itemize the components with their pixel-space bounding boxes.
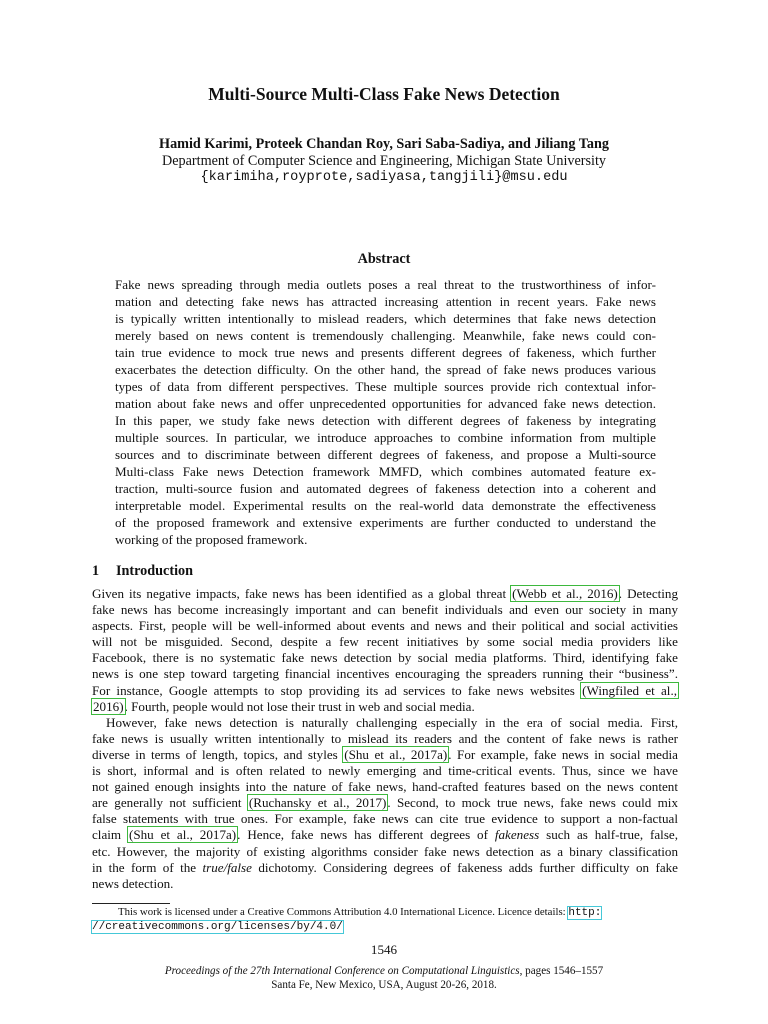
abstract-line: tain true evidence to mock true news and presents different degrees of fakeness, which further [115, 345, 656, 360]
section-number: 1 [92, 563, 100, 579]
text-run: . For example, fake news in social media [448, 746, 678, 762]
body-line: etc. However, the majority of existing algorithms consider fake news detection as a binary classification [92, 843, 678, 859]
license-url-link[interactable]: //creativecommons.org/licenses/by/4.0/ [92, 920, 343, 933]
body-line: news is one step toward targeting financial incentives encouraging the spreaders running their “business”. [92, 666, 678, 682]
body-line [92, 586, 678, 602]
abstract-line: exacerbates the detection difficulty. On the other hand, the spread of fake news produces various [115, 362, 656, 377]
body-line [92, 699, 678, 715]
text-run: in the form of the [92, 859, 203, 875]
abstract-line: working of the proposed framework. [115, 532, 308, 547]
abstract-line: merely based on news content is tremendously challenging. Meanwhile, fake news could con- [115, 328, 656, 343]
body-line [92, 860, 678, 876]
citation-link[interactable]: 2016) [93, 698, 124, 714]
text-run: For instance, Google attempts to stop providing its ad services to fake news websites [92, 682, 582, 698]
body-line [92, 747, 678, 763]
abstract-heading: Abstract [357, 251, 411, 267]
text-run: Given its negative impacts, fake news has been identified as a global threat [92, 586, 512, 601]
text-run: such as half-true, false, [539, 827, 678, 843]
abstract-line: of the proposed framework and extensive experiments are further conducted to understand the [115, 515, 656, 530]
body-line: not gained enough insights into the nature of fake news, hand-crafted features based on the news content [92, 779, 678, 795]
section-heading [92, 563, 193, 580]
abstract-line: sources and to discriminate between different degrees of fakeness, and propose a Multi-source [115, 447, 656, 462]
author-list: Hamid Karimi, Proteek Chandan Roy, Sari Saba-Sadiya, and Jiliang Tang [159, 136, 609, 152]
abstract-line: interpretable model. Experimental results on the real-world data demonstrate the effectiveness [115, 498, 656, 513]
footnote-line [92, 906, 678, 920]
body-line: fake news has become increasingly important and can benefit individuals and even our society in many [92, 602, 678, 618]
body-line: fake news is usually written intentionally to mislead its readers and the content of fake news is rather [92, 730, 678, 746]
introduction-body [92, 586, 678, 892]
footnote-text: This work is licensed under a Creative Commons Attribution 4.0 International Licence. Licence details: [118, 906, 569, 918]
text-run: . Detecting [618, 586, 678, 601]
text-run: are generally not sufficient [92, 795, 248, 811]
emphasis-text: fakeness [494, 827, 540, 843]
citation-link[interactable]: (Shu et al., 2017a) [128, 827, 237, 843]
affiliation: Department of Computer Science and Engineering, Michigan State University [161, 153, 607, 169]
body-line [92, 827, 678, 843]
body-line [92, 683, 678, 699]
conference-location: Santa Fe, New Mexico, USA, August 20-26, 2018. [271, 979, 497, 991]
abstract-line: mation about fake news and offer unprecedented opportunities for advanced fake news detection. [115, 396, 656, 411]
body-line: aspects. First, people will be well-informed about events and news and their political and social activities [92, 618, 678, 634]
citation-link[interactable]: (Wingfiled et al., [582, 682, 677, 698]
citation-link[interactable]: (Ruchansky et al., 2017) [248, 795, 387, 811]
page-range: , pages 1546–1557 [519, 965, 604, 977]
text-run: . Hence, fake news has different degrees of [237, 827, 495, 843]
license-footnote [92, 906, 678, 933]
text-run: claim [92, 827, 128, 843]
paper-title: Multi-Source Multi-Class Fake News Detection [208, 84, 560, 104]
body-line [92, 795, 678, 811]
body-line: will not be misguided. Second, despite a few recent initiatives by some social media providers like [92, 634, 678, 650]
body-line: false statements with true ones. For example, fake news can cite true evidence to support a non-factual [92, 811, 678, 827]
author-emails: {karimiha,royprote,sadiyasa,tangjili}@msu.edu [200, 170, 568, 185]
text-run: dichotomy. Considering degrees of fakeness adds further difficulty on fake [251, 859, 678, 875]
page-number: 1546 [370, 942, 398, 957]
license-url-link[interactable]: http: [568, 907, 602, 919]
text-run: . Second, to mock true news, fake news could mix [387, 795, 678, 811]
abstract-line: In this paper, we study fake news detection with different degrees of fakeness by integrating [115, 413, 656, 428]
citation-link[interactable]: (Shu et al., 2017a) [344, 746, 448, 762]
abstract-line: multiple sources. In particular, we introduce approaches to combine information from multiple [115, 430, 656, 445]
body-line: However, fake news detection is naturally challenging especially in the era of social media. First, [106, 714, 678, 730]
body-line: is short, informal and is often related to newly emerging and time-critical events. Thus, since we have [92, 763, 678, 779]
text-run: . Fourth, people would not lose their trust in web and social media. [124, 698, 475, 714]
body-line: Facebook, there is no systematic fake news detection by social media platforms. Third, identifying fake [92, 650, 678, 666]
abstract-line: Multi-class Fake news Detection framework MMFD, which combines automated feature ex- [115, 464, 656, 479]
footnote-line [92, 920, 678, 934]
proceedings-title: Proceedings of the 27th International Conference on Computational Linguistics [164, 965, 520, 977]
abstract-line: mation and detecting fake news has attracted increasing attention in recent years. Fake news [115, 294, 656, 309]
abstract-line: is typically written intentionally to mislead readers, which determines that fake news detection [115, 311, 656, 326]
body-line: news detection. [92, 875, 174, 891]
abstract-line: traction, multi-source fusion and automated degrees of fakeness detection into a coherent and [115, 481, 656, 496]
emphasis-text: true/false [202, 859, 252, 875]
abstract-line: types of data from different perspectives. These multiple sources provide rich contextual infor- [115, 379, 656, 394]
text-run: diverse in terms of length, topics, and styles [92, 746, 344, 762]
proceedings-line [0, 965, 768, 977]
citation-link[interactable]: (Webb et al., 2016) [512, 586, 618, 601]
abstract-body [115, 276, 656, 548]
abstract-line: Fake news spreading through media outlets poses a real threat to the trustworthiness of infor- [115, 277, 656, 292]
section-title: Introduction [116, 563, 193, 579]
footnote-rule [92, 903, 170, 904]
